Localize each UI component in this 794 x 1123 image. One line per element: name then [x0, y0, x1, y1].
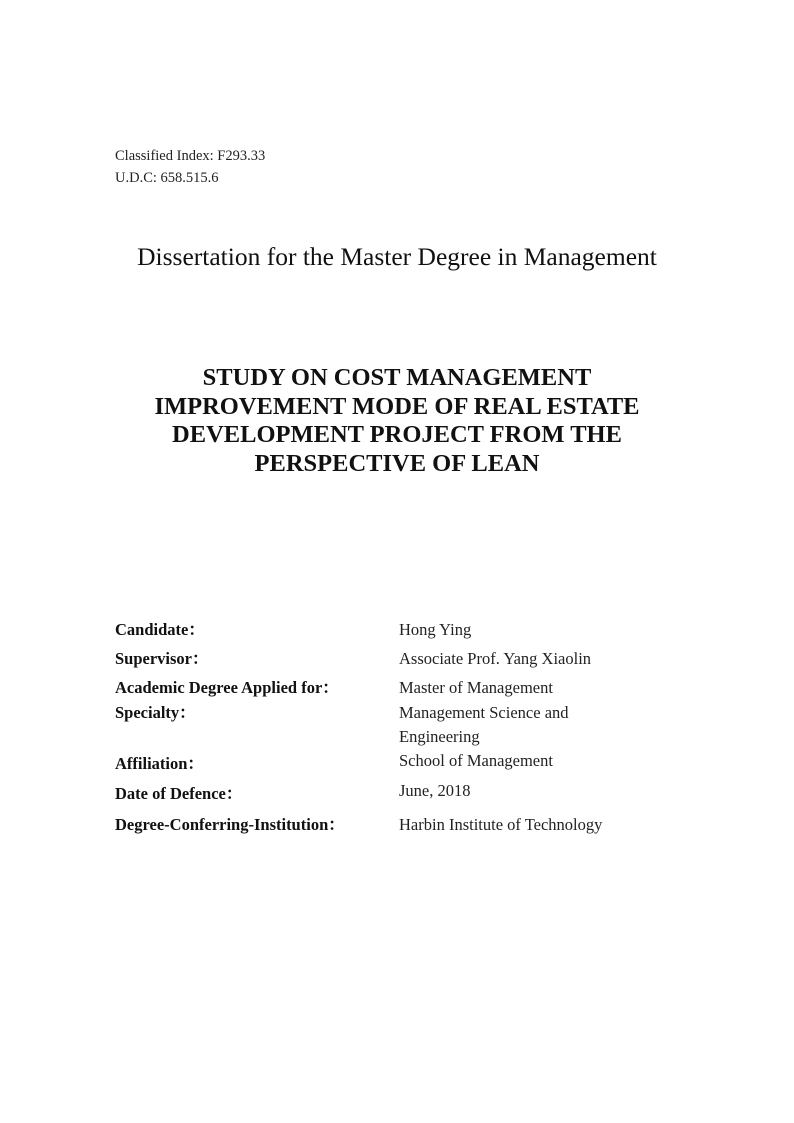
dissertation-title [0, 364, 794, 478]
title-line: DEVELOPMENT PROJECT FROM THE [172, 421, 622, 448]
degree-heading: Dissertation for the Master Degree in Management [137, 242, 657, 271]
defence-value: June, 2018 [399, 781, 471, 800]
degree-label: Academic Degree Applied for： [115, 678, 339, 697]
classification-block [115, 145, 265, 189]
specialty-value-line: Management Science and [399, 703, 569, 722]
institution-value: Harbin Institute of Technology [399, 815, 603, 834]
institution-label: Degree-Conferring-Institution： [115, 815, 345, 834]
specialty-value-line: Engineering [399, 727, 480, 746]
affiliation-value: School of Management [399, 751, 553, 770]
candidate-label: Candidate： [115, 620, 205, 639]
title-line: PERSPECTIVE OF LEAN [254, 449, 540, 477]
title-line: STUDY ON COST MANAGEMENT [202, 364, 592, 391]
title-line: IMPROVEMENT MODE OF REAL ESTATE [154, 392, 640, 420]
supervisor-value: Associate Prof. Yang Xiaolin [399, 649, 592, 668]
defence-label: Date of Defence： [115, 784, 243, 803]
specialty-value [399, 701, 649, 749]
supervisor-label: Supervisor： [115, 649, 209, 668]
specialty-label: Specialty： [115, 703, 196, 722]
classified-index: Classified Index: F293.33 [115, 148, 266, 164]
candidate-value: Hong Ying [399, 620, 472, 639]
udc-code: U.D.C: 658.515.6 [115, 170, 219, 186]
affiliation-label: Affiliation： [115, 754, 204, 773]
degree-value: Master of Management [399, 678, 553, 697]
